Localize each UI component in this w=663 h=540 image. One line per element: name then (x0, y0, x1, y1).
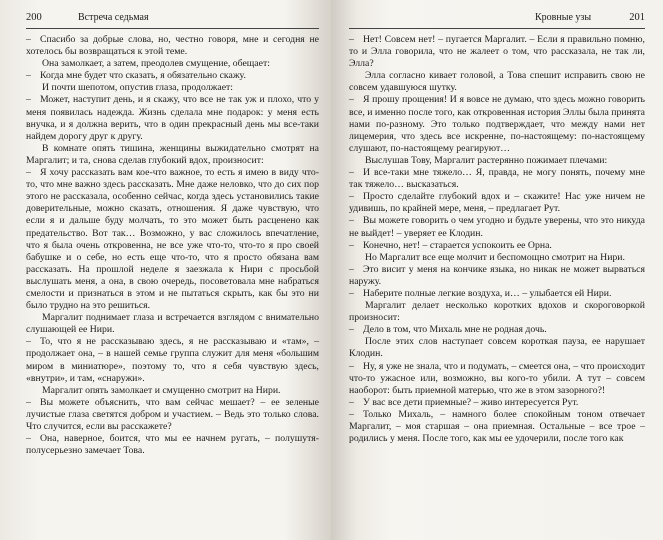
dialogue-dash: – (26, 94, 31, 106)
dialogue-dash: – (349, 34, 354, 45)
narrative-paragraph (349, 252, 645, 264)
narrative-paragraph (26, 82, 319, 94)
paragraph-text: Но Маргалит все еще молчит и беспомощно смотрит на Нири. (365, 251, 625, 263)
dialogue-dash: – (349, 360, 354, 372)
dialogue-paragraph (349, 215, 645, 239)
narrative-paragraph (349, 70, 645, 94)
paragraph-text: Она замолкает, а затем, преодолев смущение, обещает: (42, 58, 270, 70)
paragraph-text: То, что я не рассказываю здесь, я не рассказываю и «там», – продолжает она, – в нашей семье группа служит для меня «большим миром в миниатюре», поэтому то, что я себя чувствую здесь, «внутри», и там, «снаружи». (26, 336, 319, 384)
dialogue-dash: – (26, 167, 31, 179)
narrative-paragraph (349, 155, 645, 167)
dialogue-paragraph (349, 167, 645, 191)
left-page (0, 0, 331, 540)
dialogue-paragraph (349, 288, 645, 300)
paragraph-text: Просто сделайте глубокий вдох и – скажите! Нас уже ничем не удивишь, по крайней мере, меня, – предлагает Рут. (349, 191, 645, 215)
dialogue-dash: – (26, 336, 31, 348)
paragraph-text: И все-таки мне тяжело… Я, правда, не могу понять, почему мне так тяжело… высказаться. (349, 167, 645, 191)
paragraph-text: Нет! Совсем нет! – пугается Маргалит. – Если я правильно помню, то и Элла говорила, что не жалеет о том, что рассказала, не так ли, Элла? (349, 34, 645, 70)
paragraph-text: Я прошу прощения! И я вовсе не думаю, что здесь можно говорить все, и именно после того, как откровенная история Эллы была принята нами по-разному. Это только подтверждает, что между нами нет лицемерия, что здесь все искренне, по-настоящему: по-настоящему слушают, по-настоящему реагируют… (349, 94, 645, 154)
dialogue-dash: – (349, 167, 354, 179)
dialogue-dash: – (349, 94, 354, 106)
dialogue-dash: – (349, 239, 354, 251)
paragraph-text: Вы можете объяснить, что вам сейчас мешает? – ее зеленые лучистые глаза светятся добром и участием. – Ведь это только слова. Что случится, если вы расскажете? (26, 396, 319, 432)
page-number: 200 (26, 12, 42, 23)
paragraph-text: Наберите полные легкие воздуха, и… – улыбается ей Нири. (363, 287, 612, 299)
page-number: 201 (629, 12, 645, 23)
paragraph-text: Маргалит делает несколько коротких вдохов и скороговоркой произносит: (349, 300, 645, 324)
left-page-header (26, 10, 319, 26)
dialogue-paragraph (349, 397, 645, 409)
dialogue-paragraph (349, 94, 645, 154)
paragraph-text: Ну, я уже не знала, что и подумать, – смеется она, – что происходит что-то ужасное или, возможно, вы кого-то убили. А тут – совсем наоборот: быть приемной матерью, что же в этом зазорного?! (349, 360, 645, 396)
dialogue-dash: – (349, 191, 354, 203)
paragraph-text: Выслушав Тову, Маргалит растерянно пожимает плечами: (365, 154, 608, 166)
dialogue-dash: – (26, 396, 31, 408)
narrative-paragraph (26, 58, 319, 70)
paragraph-text: Только Михаль, – намного более спокойным тоном отвечает Маргалит, – моя старшая – она приемная. Остальные – все трое – родились у меня. После того, как мы ее удочерили, после того как (349, 408, 645, 445)
dialogue-dash: – (349, 215, 354, 227)
header-rule (349, 28, 645, 29)
dialogue-dash: – (349, 408, 354, 420)
narrative-paragraph (26, 143, 319, 167)
dialogue-dash: – (349, 287, 354, 299)
dialogue-dash: – (349, 263, 354, 275)
running-title: Кровные узы (535, 12, 592, 23)
right-page-text (349, 34, 645, 445)
paragraph-text: Она, наверное, боится, что мы ее начнем ругать, – полушутя-полусерьезно замечает Това. (26, 433, 319, 457)
dialogue-paragraph (26, 336, 319, 384)
narrative-paragraph (349, 300, 645, 324)
paragraph-text: Может, наступит день, и я скажу, что все не так уж и плохо, что у меня появилась надежда. Жизнь сделала мне подарок: у меня есть внучка, и я должна верить, что в один прекрасный день мы все-таки найдем дорогу друг к другу. (26, 94, 319, 142)
dialogue-paragraph (349, 240, 645, 252)
paragraph-text: Маргалит опять замолкает и смущенно смотрит на Нири. (42, 384, 281, 396)
dialogue-paragraph (26, 94, 319, 142)
paragraph-text: У вас все дети приемные? – живо интересуется Рут. (363, 396, 579, 408)
dialogue-paragraph (26, 70, 319, 82)
paragraph-text: В комнате опять тишина, женщины выжидательно смотрят на Маргалит; и та, снова сделав глубокий вдох, произносит: (26, 142, 319, 166)
header-rule (26, 28, 319, 29)
dialogue-dash: – (349, 324, 354, 336)
dialogue-paragraph (349, 264, 645, 288)
paragraph-text: Маргалит поднимает глаза и встречается взглядом с внимательно слушающей ее Нири. (26, 312, 319, 336)
running-title: Встреча седьмая (78, 12, 149, 23)
paragraph-text: Когда мне будет что сказать, я обязательно скажу. (40, 70, 246, 82)
dialogue-paragraph (349, 361, 645, 397)
paragraph-text: Это висит у меня на кончике языка, но никак не может вырваться наружу. (349, 263, 645, 287)
left-page-text (26, 34, 319, 457)
paragraph-text: Спасибо за добрые слова, но, честно говоря, мне и сегодня не хотелось бы возвращаться к этой теме. (26, 34, 319, 58)
paragraph-text: Я хочу рассказать вам кое-что важное, то есть я имею в виду что-то, что мне важно здесь рассказать. Мне даже неловко, что до сих пор этого не рассказала, особенно сейчас, когда здесь установились такие доверительные, можно сказать, отношения. Я даже чувствую, что если я и дальше буду молчать, то это может быть расценено как предательство. Вот так… Возможно, у вас сложилось впечатление, что я была очень откровенна, не все уже что-то, что-то я про своей бабушке и о себе, но есть еще что-то, что я просто обязана вам рассказать. На прошлой неделе я заезжала к Нири с просьбой выслушать меня, а она, в свою очередь, посоветовала мне набраться смелости и признаться в этом и не пытаться скрыть, как бы это ни было трудно на это решиться. (26, 167, 319, 312)
dialogue-paragraph (26, 397, 319, 433)
dialogue-paragraph (349, 191, 645, 215)
paragraph-text: Конечно, нет! – старается успокоить ее Орна. (363, 239, 552, 251)
dialogue-dash: – (26, 433, 31, 445)
paragraph-text: Вы можете говорить о чем угодно и будьте уверены, что это никуда не выйдет! – уверяет ее Клодин. (349, 215, 645, 239)
dialogue-paragraph (349, 34, 645, 70)
paragraph-text: После этих слов наступает совсем короткая пауза, ее нарушает Клодин. (349, 336, 645, 360)
paragraph-text: Элла согласно кивает головой, а Това спешит исправить свою не совсем удавшуюся шутку. (349, 70, 645, 94)
dialogue-dash: – (26, 70, 31, 82)
dialogue-paragraph (26, 34, 319, 58)
dialogue-paragraph (349, 324, 645, 336)
right-page-header (349, 10, 645, 26)
dialogue-dash: – (26, 34, 31, 45)
dialogue-dash: – (349, 396, 354, 408)
dialogue-paragraph (349, 409, 645, 445)
dialogue-paragraph (26, 433, 319, 457)
dialogue-paragraph (26, 167, 319, 312)
paragraph-text: Дело в том, что Михаль мне не родная дочь. (363, 324, 547, 336)
right-page (331, 0, 663, 540)
paragraph-text: И почти шепотом, опустив глаза, продолжает: (42, 82, 233, 94)
narrative-paragraph (26, 312, 319, 336)
narrative-paragraph (349, 336, 645, 360)
narrative-paragraph (26, 385, 319, 397)
